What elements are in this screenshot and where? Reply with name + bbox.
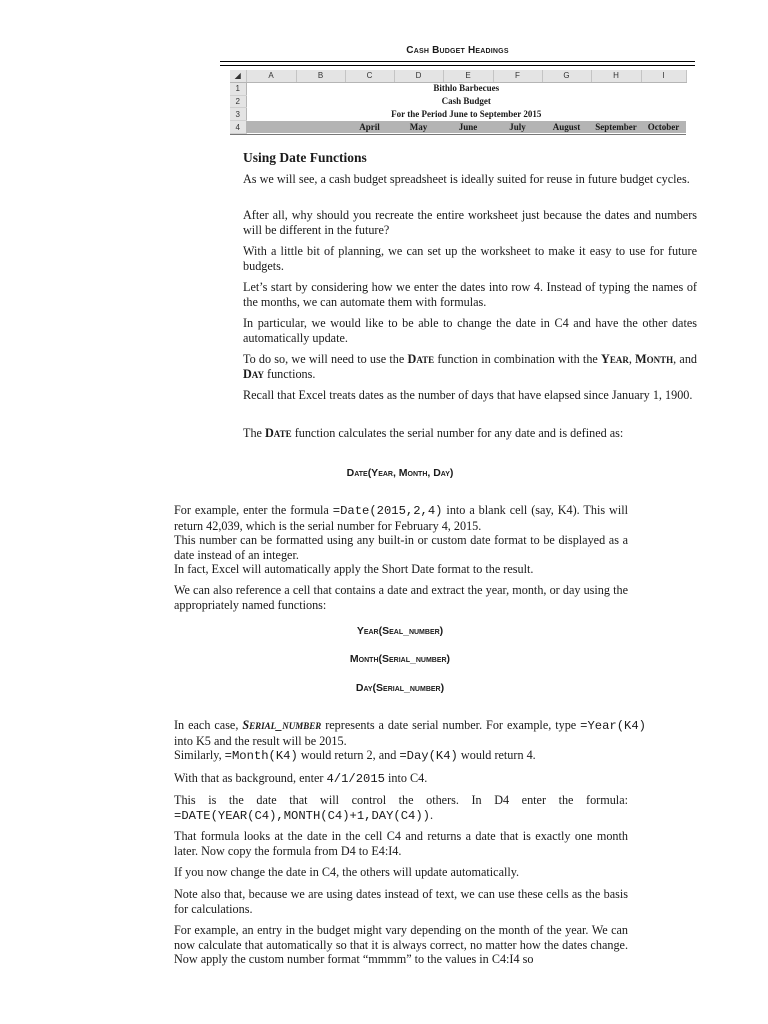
month-cell: October [641,121,686,134]
month-cell: September [591,121,641,134]
sheet-row [230,82,686,95]
paragraph: As we will see, a cash budget spreadsheet is ideally suited for reuse in future budget cycles. [243,172,690,186]
text-line: This number can be formatted using any built-in or custom date format to be displayed as a date instead of an integer. [174,533,628,562]
code-snippet: =Date(2015,2,4) [332,504,443,518]
text-run: . [429,807,434,822]
month-cell: July [493,121,542,134]
paragraph: With a little bit of planning, we can set up the worksheet to make it easy to use for future budgets. [243,244,697,273]
text-run: To do so, we will need to use the [243,352,408,366]
paragraph: That formula looks at the date in the cell C4 and returns a date that is exactly one month later. Now copy the formula from D4 to E4:I4. [174,829,628,858]
function-name: Date [265,426,292,440]
paragraph [174,793,628,823]
column-header: C [345,70,394,82]
column-header: E [443,70,493,82]
row-header: 1 [230,82,246,95]
column-header: B [296,70,345,82]
year-function-syntax: Year(Seal_number) [356,625,444,637]
paragraph [243,426,697,441]
paragraph: Recall that Excel treats dates as the number of days that have elapsed since January 1, 1900. [243,388,693,402]
text-run: into K5 and the result will be 2015. [174,733,347,748]
paragraph: Let’s start by considering how we enter the dates into row 4. Instead of typing the names of the months, we can automate them with formulas. [243,280,697,309]
column-header: G [542,70,591,82]
sheet-title-company: Bithlo Barbecues [433,83,500,94]
spreadsheet-figure [230,70,686,135]
sheet-row-months [230,121,686,134]
row-header: 4 [230,121,246,134]
text-run: function in combination with the [434,352,602,366]
month-cell: August [542,121,591,134]
sheet-cell [246,121,296,134]
sheet-title-period: For the Period June to September 2015 [391,108,542,119]
header-rule [220,61,695,62]
text-run: This is the date that will control the others. In D4 enter the formula: [174,793,628,807]
function-name: Month [635,352,674,366]
text-run: , [628,352,636,366]
text-run: The [243,426,265,440]
text-run: Similarly, [174,748,225,762]
function-name: Date [407,352,435,366]
paragraph [243,352,697,381]
term-serial-number: Serial_number [242,718,322,732]
month-cell: June [443,121,493,134]
month-cell: May [394,121,443,134]
text-line [174,748,646,764]
text-run: represents a date serial number. For example, type [321,718,581,732]
code-snippet: 4/1/2015 [326,772,385,786]
code-snippet: =DATE(YEAR(C4),MONTH(C4)+1,DAY(C4)) [174,808,430,823]
month-cell: April [345,121,394,134]
text-run: would return 4. [457,748,536,762]
paragraph: After all, why should you recreate the entire worksheet just because the dates and numbers will be different in the future? [243,208,697,237]
code-snippet: =Year(K4) [580,719,646,733]
paragraph: In particular, we would like to be able to change the date in C4 and have the other dates automatically update. [243,316,697,345]
column-header-row [230,70,686,82]
column-header: F [493,70,542,82]
section-heading: Using Date Functions [243,150,367,165]
paragraph [174,771,628,787]
paragraph: If you now change the date in C4, the others will update automatically. [174,865,520,879]
column-header: H [591,70,641,82]
text-run: into C4. [385,771,428,785]
paragraph: We can also reference a cell that contains a date and extract the year, month, or day using the appropriately named functions: [174,583,628,612]
date-function-syntax: Date(Year, Month, Day) [346,467,454,479]
paragraph: Note also that, because we are using dates instead of text, we can use these cells as the basis for calculations. [174,887,628,916]
row-header: 2 [230,95,246,108]
text-run: With that as background, enter [174,771,327,785]
column-header: D [394,70,443,82]
function-name: Day [243,366,264,381]
text-run: function calculates the serial number for any date and is defined as: [291,426,624,440]
sheet-row [230,95,686,108]
text-run: For example, enter the formula [174,503,333,517]
month-function-syntax: Month(Serial_number) [349,653,451,665]
page-header: Cash Budget Headings [406,45,509,56]
text-run: functions. [263,366,316,381]
sheet-cell [296,121,345,134]
text-run: , and [673,352,698,366]
code-snippet: =Month(K4) [224,749,298,763]
text-line: In fact, Excel will automatically apply the Short Date format to the result. [174,562,534,576]
text-run: In each case, [174,718,243,732]
text-run: into a blank cell (say, K4). This will return 42,039, which is the serial number for February 4, 2015. [174,503,628,533]
sheet-row [230,108,686,121]
paragraph [174,718,646,764]
paragraph [174,503,628,577]
column-header: A [246,70,296,82]
text-run: would return 2, and [297,748,400,762]
paragraph: For example, an entry in the budget might vary depending on the month of the year. We can now calculate that automatically so that it is always correct, no matter how the dates change. Now apply the custom number format “mmmm” to the values in C4:I4 so [174,923,628,966]
function-name: Year [601,352,629,366]
column-header: I [641,70,686,82]
sheet-title-budget: Cash Budget [441,95,491,106]
day-function-syntax: Day(Serial_number) [355,682,445,694]
select-all-corner: ◢ [230,70,246,82]
header-rule-thin [220,65,695,66]
code-snippet: =Day(K4) [399,749,458,763]
row-header: 3 [230,108,246,121]
